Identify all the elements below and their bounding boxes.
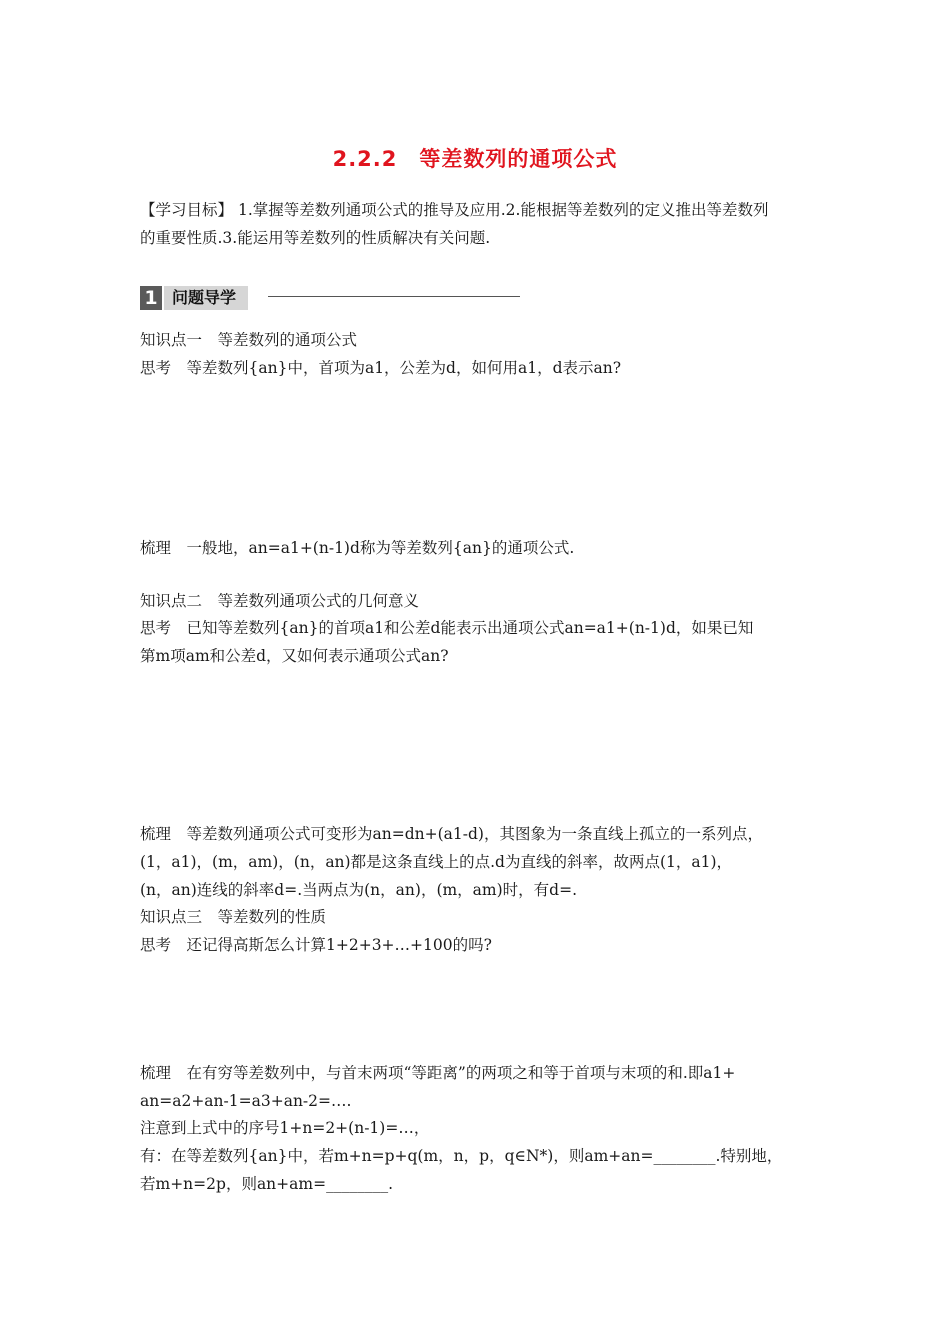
- k2-summary-line-3: (n，an)连线的斜率d=.当两点为(n，an)，(m，am)时，有d=.: [140, 881, 578, 899]
- page-title: 2.2.2 等差数列的通项公式: [332, 147, 618, 171]
- objectives-line-2: 的重要性质.3.能运用等差数列的性质解决有关问题.: [140, 229, 491, 247]
- k2-heading: 知识点二 等差数列通项公式的几何意义: [140, 592, 420, 610]
- k1-think: 思考 等差数列{an}中，首项为a1，公差为d，如何用a1，d表示an?: [140, 359, 622, 377]
- k1-heading: 知识点一 等差数列的通项公式: [140, 331, 358, 349]
- k3-property-line-1: 有：在等差数列{an}中，若m+n=p+q(m，n，p，q∈N*)，则am+an=________.特别地，: [140, 1147, 783, 1165]
- k2-summary-line-2: (1，a1)，(m，am)，(n，an)都是这条直线上的点.d为直线的斜率，故两点(1，a1)，: [140, 853, 732, 871]
- k2-think-line-1: 思考 已知等差数列{an}的首项a1和公差d能表示出通项公式an=a1+(n-1)d，如果已知: [140, 619, 754, 637]
- objectives-label: 【学习目标】: [140, 201, 234, 219]
- k3-think: 思考 还记得高斯怎么计算1+2+3+…+100的吗?: [140, 936, 492, 954]
- section-rule: [268, 296, 520, 297]
- section-number: 1: [140, 286, 162, 310]
- k1-summary: 梳理 一般地，an=a1+(n-1)d称为等差数列{an}的通项公式.: [140, 539, 575, 557]
- k2-think-line-2: 第m项am和公差d，又如何表示通项公式an?: [140, 647, 449, 665]
- section-label: 问题导学: [164, 286, 248, 310]
- k3-heading: 知识点三 等差数列的性质: [140, 908, 327, 926]
- k3-property-line-2: 若m+n=2p，则an+am=________.: [140, 1175, 394, 1193]
- objectives-line-1: [140, 200, 768, 220]
- k3-summary-line-2: an=a2+an-1=a3+an-2=….: [140, 1092, 352, 1110]
- k2-summary-line-1: 梳理 等差数列通项公式可变形为an=dn+(a1-d)，其图象为一条直线上孤立的一系列点，: [140, 825, 763, 843]
- k3-note: 注意到上式中的序号1+n=2+(n-1)=…，: [140, 1119, 430, 1137]
- k3-summary-line-1: 梳理 在有穷等差数列中，与首末两项“等距离”的两项之和等于首项与末项的和.即a1+: [140, 1064, 736, 1082]
- section-header: [140, 286, 530, 310]
- objectives-text-1: 1.掌握等差数列通项公式的推导及应用.2.能根据等差数列的定义推出等差数列: [237, 201, 769, 219]
